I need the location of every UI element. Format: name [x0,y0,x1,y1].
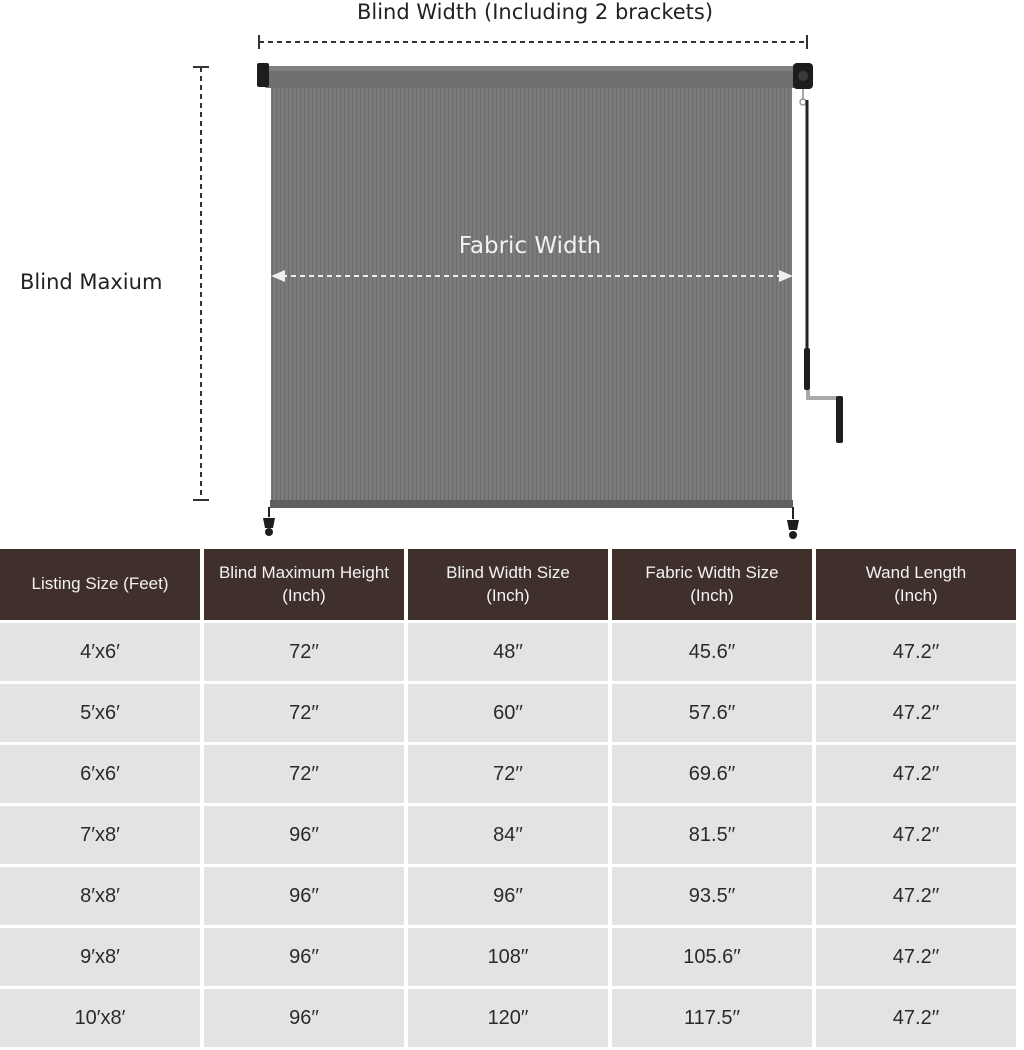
header-text: Wand Length [865,562,967,582]
header-fabric-width-size [612,549,812,620]
table-cell: 8′x8′ [0,867,200,925]
table-row [0,745,1016,803]
header-wand-length [816,549,1016,620]
table-cell: 9′x8′ [0,928,200,986]
table-cell: 47.2′′ [816,928,1016,986]
table-cell: 96′′ [408,867,608,925]
header-text: Listing Size (Feet) [31,574,169,594]
table-cell: 45.6′′ [612,623,812,681]
table-cell: 105.6′′ [612,928,812,986]
table-row [0,989,1016,1047]
table-cell: 96′′ [204,867,404,925]
header-listing-size [0,549,200,620]
table-cell: 96′′ [204,806,404,864]
table-row [0,928,1016,986]
header-row [0,549,1016,620]
left-weight [263,507,275,536]
table-cell: 84′′ [408,806,608,864]
table-cell: 93.5′′ [612,867,812,925]
table-row [0,684,1016,742]
header-blind-width-size [408,549,608,620]
size-table [0,546,1020,1050]
table-cell: 69.6′′ [612,745,812,803]
header-blind-max-height [204,549,404,620]
table-cell: 60′′ [408,684,608,742]
size-table-header [0,549,1016,620]
bottom-bar [270,500,793,508]
table-cell: 47.2′′ [816,745,1016,803]
table-cell: 47.2′′ [816,867,1016,925]
table-cell: 47.2′′ [816,806,1016,864]
table-cell: 4′x6′ [0,623,200,681]
blind-height-dimension [193,67,209,500]
table-row [0,867,1016,925]
blind-width-label: Blind Width (Including 2 brackets) [356,0,714,24]
table-cell: 72′′ [204,745,404,803]
crank-wand [800,89,843,443]
header-text: Fabric Width Size [645,562,779,582]
table-cell: 96′′ [204,989,404,1047]
table-row [0,806,1016,864]
table-cell: 48′′ [408,623,608,681]
table-cell: 72′′ [204,623,404,681]
table-cell: 72′′ [408,745,608,803]
table-cell: 57.6′′ [612,684,812,742]
size-table-body [0,623,1016,1047]
header-unit: (Inch) [486,585,530,605]
table-cell: 81.5′′ [612,806,812,864]
header-text: Blind Maximum Height [218,562,390,582]
right-weight [787,507,799,539]
table-cell: 6′x6′ [0,745,200,803]
table-row [0,623,1016,681]
table-cell: 7′x8′ [0,806,200,864]
table-cell: 72′′ [204,684,404,742]
header-unit: (Inch) [690,585,734,605]
right-bracket [793,63,813,89]
table-cell: 96′′ [204,928,404,986]
table-cell: 5′x6′ [0,684,200,742]
table-cell: 47.2′′ [816,989,1016,1047]
blind-height-label: Blind Maxium [20,270,163,294]
table-cell: 108′′ [408,928,608,986]
header-text: Blind Width Size [446,562,570,582]
blind-width-dimension [259,35,807,49]
table-cell: 120′′ [408,989,608,1047]
header-unit: (Inch) [894,585,938,605]
table-cell: 10′x8′ [0,989,200,1047]
header-unit: (Inch) [282,585,326,605]
fabric-width-label: Fabric Width [458,233,602,259]
left-bracket [257,63,269,87]
table-cell: 117.5′′ [612,989,812,1047]
table-cell: 47.2′′ [816,684,1016,742]
table-cell: 47.2′′ [816,623,1016,681]
